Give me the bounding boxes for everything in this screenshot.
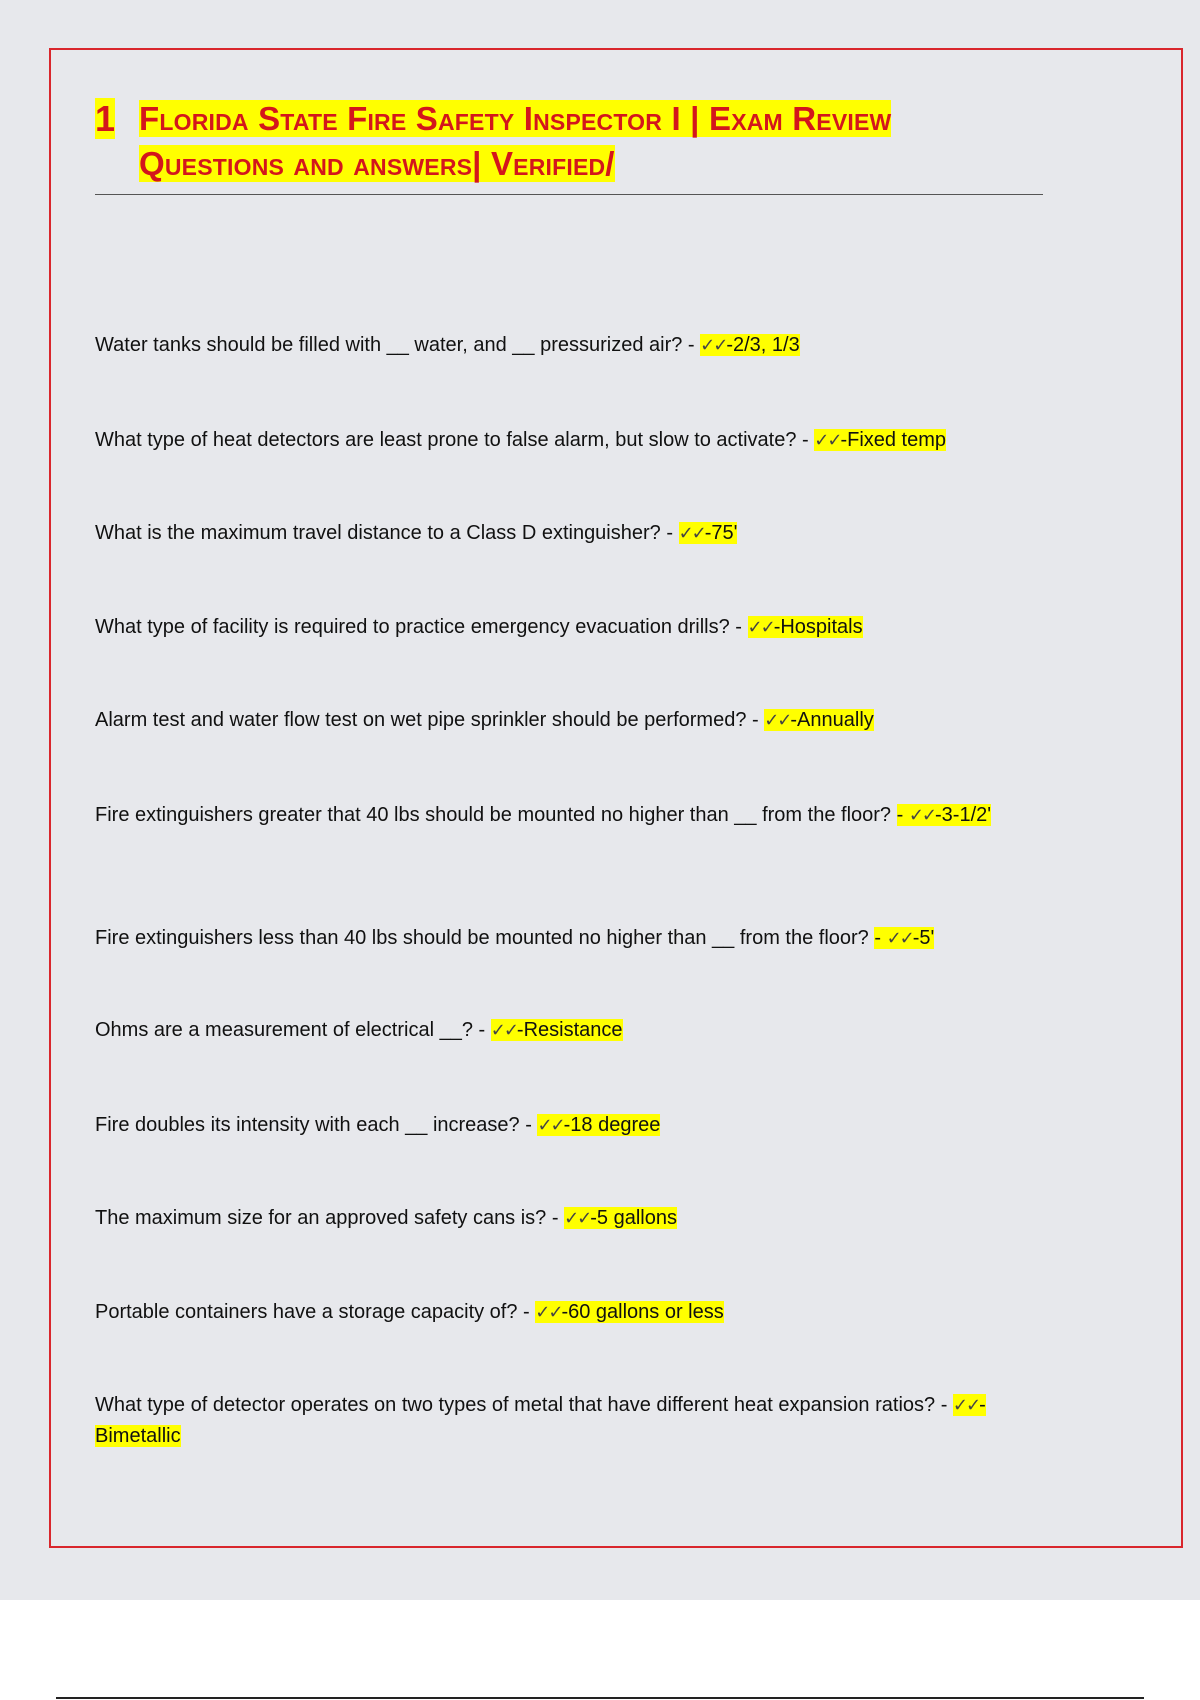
question-text: Alarm test and water flow test on wet pipe sprinkler should be performed? - <box>95 709 759 731</box>
qa-item <box>95 425 1043 456</box>
answer-text: -18 degree <box>563 1114 661 1136</box>
question-text: Fire extinguishers less than 40 lbs should be mounted no higher than __ from the floor? <box>95 927 869 949</box>
answer-text: -75' <box>704 522 738 544</box>
double-check-icon: ✓✓ <box>814 430 841 451</box>
answer-highlight <box>764 709 874 731</box>
answer-text: -Annually <box>790 709 874 731</box>
qa-item <box>95 1390 1043 1451</box>
answer-text: -Bimetallic <box>95 1394 986 1447</box>
question-text: Water tanks should be filled with __ water, and __ pressurized air? - <box>95 334 695 356</box>
qa-item <box>95 518 1043 549</box>
qa-item <box>95 1015 1043 1046</box>
double-check-icon: ✓✓ <box>490 1020 517 1041</box>
answer-text: -2/3, 1/3 <box>726 334 800 356</box>
answer-text: -Fixed temp <box>840 429 947 451</box>
double-check-icon: ✓✓ <box>564 1208 591 1229</box>
answer-highlight <box>700 334 800 356</box>
title-text: Florida State Fire Safety Inspector I | Exam Review Questions and answers| Verified/ <box>139 100 892 182</box>
answer-highlight: - ✓✓-3-1/2' <box>896 804 992 826</box>
question-text: Fire extinguishers greater that 40 lbs should be mounted no higher than __ from the floor? <box>95 804 892 826</box>
qa-item <box>95 800 1043 831</box>
question-text: Ohms are a measurement of electrical __? - <box>95 1019 486 1041</box>
double-check-icon: ✓✓ <box>700 335 727 356</box>
question-text: What type of facility is required to practice emergency evacuation drills? - <box>95 616 742 638</box>
double-check-icon: ✓✓ <box>537 1115 564 1136</box>
title-number: 1 <box>95 98 116 139</box>
qa-item <box>95 330 1043 361</box>
double-check-icon: ✓✓ <box>764 710 791 731</box>
answer-text: -60 gallons or less <box>561 1301 724 1323</box>
question-text: Fire doubles its intensity with each __ increase? - <box>95 1114 532 1136</box>
footer-divider <box>56 1697 1144 1699</box>
double-check-icon: ✓✓ <box>535 1302 562 1323</box>
question-text: What type of heat detectors are least prone to false alarm, but slow to activate? - <box>95 429 809 451</box>
double-check-icon: ✓✓ <box>952 1395 980 1416</box>
answer-text: -5' <box>912 927 935 949</box>
double-check-icon: ✓✓ <box>908 805 935 826</box>
double-check-icon: ✓✓ <box>747 617 774 638</box>
answer-highlight <box>537 1114 660 1136</box>
answer-highlight <box>564 1207 677 1229</box>
qa-item <box>95 1297 1043 1328</box>
double-check-icon: ✓✓ <box>886 928 913 949</box>
question-text: What type of detector operates on two types of metal that have different heat expansion ratios? - <box>95 1394 948 1416</box>
question-text: The maximum size for an approved safety cans is? - <box>95 1207 559 1229</box>
answer-highlight <box>679 522 738 544</box>
answer-highlight: - ✓✓-5' <box>874 927 935 949</box>
qa-item <box>95 1203 1043 1234</box>
page-title <box>95 96 1043 195</box>
question-text: What is the maximum travel distance to a Class D extinguisher? - <box>95 522 673 544</box>
answer-text: -Resistance <box>516 1019 623 1041</box>
answer-text: -Hospitals <box>773 616 863 638</box>
answer-text: -3-1/2' <box>935 804 992 826</box>
answer-highlight <box>535 1301 723 1323</box>
qa-item <box>95 1110 1043 1141</box>
question-text: Portable containers have a storage capacity of? - <box>95 1301 530 1323</box>
qa-item <box>95 705 1043 736</box>
answer-highlight <box>491 1019 623 1041</box>
qa-item <box>95 923 1043 954</box>
qa-item <box>95 612 1043 643</box>
answer-highlight <box>748 616 863 638</box>
answer-text: -5 gallons <box>590 1207 677 1229</box>
double-check-icon: ✓✓ <box>678 523 705 544</box>
answer-highlight <box>814 429 946 451</box>
